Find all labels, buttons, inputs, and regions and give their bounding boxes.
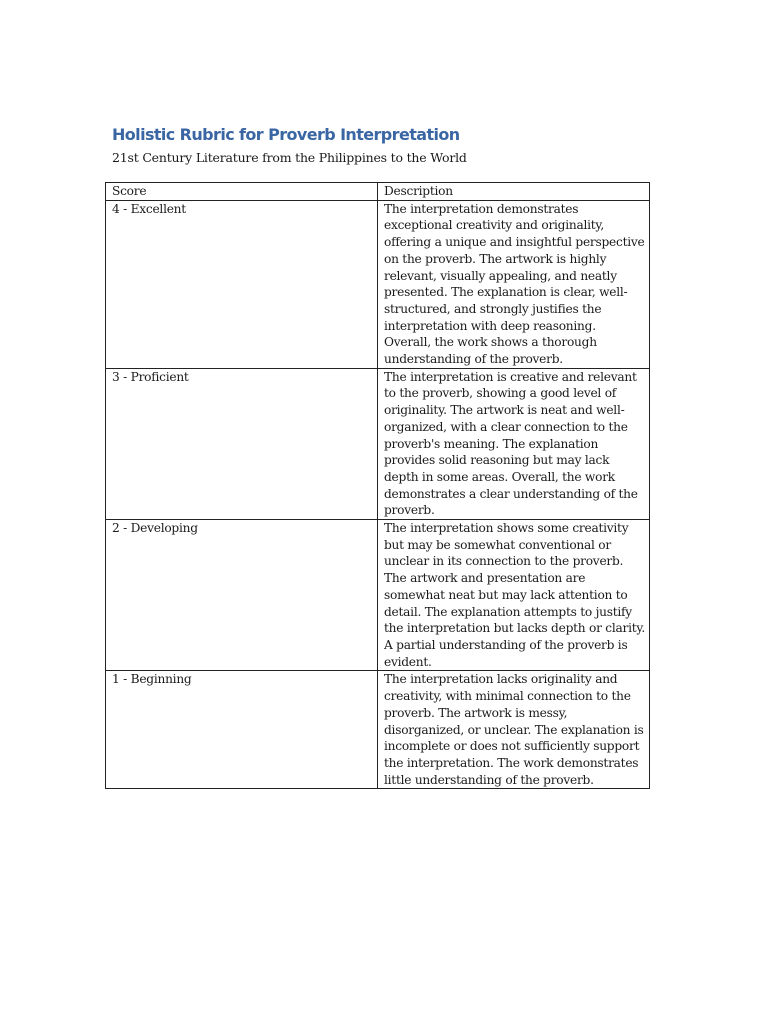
column-header-score: Score (106, 183, 378, 201)
table-row (106, 368, 650, 519)
score-cell: 4 - Excellent (106, 200, 378, 368)
table-row (106, 671, 650, 789)
document-title: Holistic Rubric for Proverb Interpretation (112, 125, 460, 144)
description-cell: The interpretation is creative and relevant to the proverb, showing a good level of originality. The artwork is neat and well-organized, with a clear connection to the proverb's meaning. The explanation provides solid reasoning but may lack depth in some areas. Overall, the work demonstrates a clear understanding of the proverb. (378, 368, 650, 519)
table-header-row (106, 183, 650, 201)
score-cell: 3 - Proficient (106, 368, 378, 519)
description-cell: The interpretation lacks originality and creativity, with minimal connection to the proverb. The artwork is messy, disorganized, or unclear. The explanation is incomplete or does not sufficiently support the interpretation. The work demonstrates little understanding of the proverb. (378, 671, 650, 789)
document-subtitle: 21st Century Literature from the Philippines to the World (112, 150, 467, 165)
table-row (106, 200, 650, 368)
score-cell: 2 - Developing (106, 520, 378, 671)
table-row (106, 520, 650, 671)
column-header-description: Description (378, 183, 650, 201)
description-cell: The interpretation shows some creativity but may be somewhat conventional or unclear in its connection to the proverb. The artwork and presentation are somewhat neat but may lack attention to detail. The explanation attempts to justify the interpretation but lacks depth or clarity. A partial understanding of the proverb is evident. (378, 520, 650, 671)
description-cell: The interpretation demonstrates exceptional creativity and originality, offering a unique and insightful perspective on the proverb. The artwork is highly relevant, visually appealing, and neatly presented. The explanation is clear, well-structured, and strongly justifies the interpretation with deep reasoning. Overall, the work shows a thorough understanding of the proverb. (378, 200, 650, 368)
rubric-table (105, 182, 650, 789)
score-cell: 1 - Beginning (106, 671, 378, 789)
